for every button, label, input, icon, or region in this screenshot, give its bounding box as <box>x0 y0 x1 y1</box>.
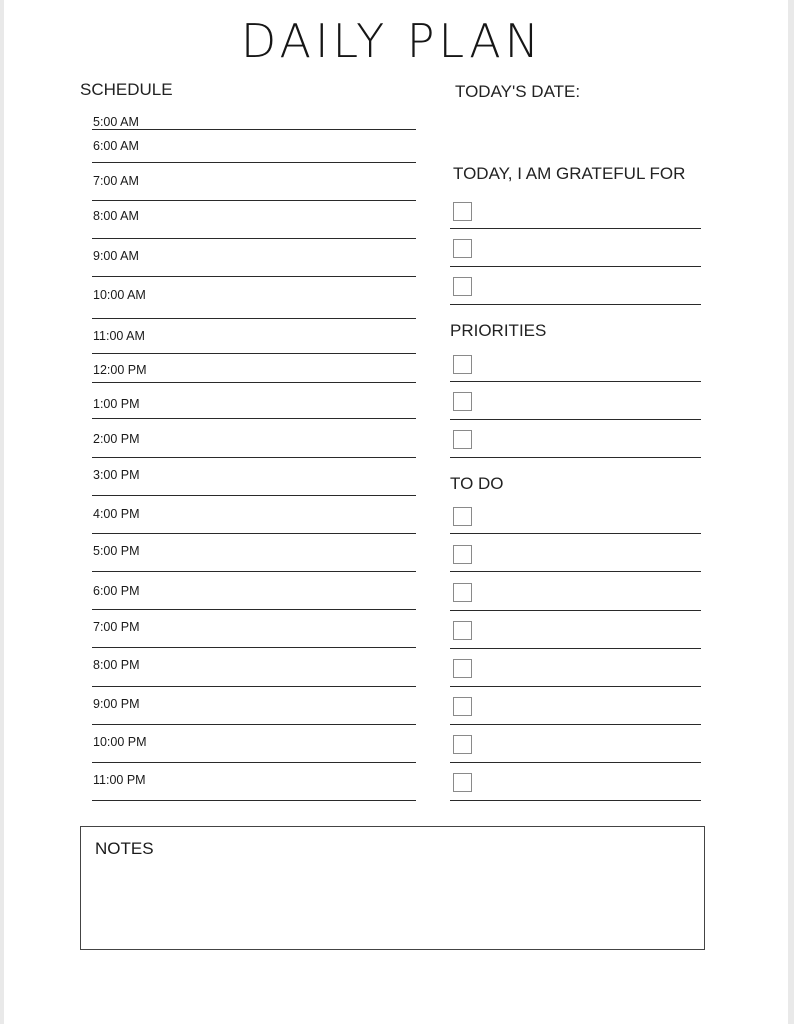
schedule-time-label: 6:00 AM <box>93 139 139 153</box>
schedule-entry-line[interactable] <box>92 495 416 496</box>
priorities-heading: PRIORITIES <box>450 321 547 340</box>
todo-checkbox[interactable] <box>453 583 472 602</box>
notes-box[interactable] <box>80 826 705 950</box>
schedule-time-label: 7:00 AM <box>93 174 139 188</box>
schedule-entry-line[interactable] <box>92 318 416 319</box>
schedule-time-label: 10:00 PM <box>93 735 147 749</box>
schedule-heading: SCHEDULE <box>80 80 173 99</box>
priorities-checkbox[interactable] <box>453 392 472 411</box>
schedule-entry-line[interactable] <box>92 609 416 610</box>
schedule-time-label: 11:00 AM <box>93 329 145 343</box>
grateful-entry-line[interactable] <box>450 266 701 267</box>
schedule-time-label: 7:00 PM <box>93 620 140 634</box>
todo-entry-line[interactable] <box>450 724 701 725</box>
todo-checkbox[interactable] <box>453 545 472 564</box>
schedule-entry-line[interactable] <box>92 353 416 354</box>
schedule-entry-line[interactable] <box>92 238 416 239</box>
todo-heading: TO DO <box>450 474 504 493</box>
todo-entry-line[interactable] <box>450 648 701 649</box>
priorities-checkbox[interactable] <box>453 355 472 374</box>
schedule-entry-line[interactable] <box>92 276 416 277</box>
grateful-entry-line[interactable] <box>450 228 701 229</box>
todo-entry-line[interactable] <box>450 610 701 611</box>
schedule-entry-line[interactable] <box>92 647 416 648</box>
schedule-time-label: 12:00 PM <box>93 363 147 377</box>
schedule-entry-line[interactable] <box>92 200 416 201</box>
todo-checkbox[interactable] <box>453 735 472 754</box>
schedule-entry-line[interactable] <box>92 457 416 458</box>
grateful-checkbox[interactable] <box>453 277 472 296</box>
grateful-checkbox[interactable] <box>453 239 472 258</box>
schedule-time-label: 9:00 PM <box>93 697 140 711</box>
schedule-time-label: 9:00 AM <box>93 249 139 263</box>
grateful-checkbox[interactable] <box>453 202 472 221</box>
schedule-entry-line[interactable] <box>92 800 416 801</box>
todo-entry-line[interactable] <box>450 800 701 801</box>
grateful-heading: TODAY, I AM GRATEFUL FOR <box>453 164 686 183</box>
todo-checkbox[interactable] <box>453 621 472 640</box>
schedule-entry-line[interactable] <box>92 571 416 572</box>
schedule-entry-line[interactable] <box>92 533 416 534</box>
priorities-entry-line[interactable] <box>450 381 701 382</box>
planner-page <box>4 0 788 1024</box>
schedule-entry-line[interactable] <box>92 762 416 763</box>
schedule-time-label: 5:00 PM <box>93 544 140 558</box>
priorities-checkbox[interactable] <box>453 430 472 449</box>
todo-entry-line[interactable] <box>450 686 701 687</box>
notes-label: NOTES <box>95 839 154 858</box>
todo-checkbox[interactable] <box>453 697 472 716</box>
todo-checkbox[interactable] <box>453 773 472 792</box>
priorities-entry-line[interactable] <box>450 419 701 420</box>
schedule-time-label: 5:00 AM <box>93 115 139 129</box>
schedule-time-label: 6:00 PM <box>93 584 140 598</box>
schedule-time-label: 3:00 PM <box>93 468 140 482</box>
schedule-entry-line[interactable] <box>92 724 416 725</box>
todays-date-label: TODAY'S DATE: <box>455 82 581 101</box>
page-title: DAILY PLAN <box>240 14 544 68</box>
todo-checkbox[interactable] <box>453 659 472 678</box>
schedule-entry-line[interactable] <box>92 418 416 419</box>
schedule-time-label: 10:00 AM <box>93 288 146 302</box>
priorities-entry-line[interactable] <box>450 457 701 458</box>
grateful-entry-line[interactable] <box>450 304 701 305</box>
schedule-time-label: 8:00 AM <box>93 209 139 223</box>
todo-entry-line[interactable] <box>450 571 701 572</box>
schedule-entry-line[interactable] <box>92 129 416 130</box>
schedule-time-label: 2:00 PM <box>93 432 140 446</box>
todo-entry-line[interactable] <box>450 762 701 763</box>
schedule-time-label: 8:00 PM <box>93 658 140 672</box>
schedule-time-label: 4:00 PM <box>93 507 140 521</box>
schedule-entry-line[interactable] <box>92 162 416 163</box>
schedule-entry-line[interactable] <box>92 686 416 687</box>
schedule-time-label: 11:00 PM <box>93 773 146 787</box>
schedule-entry-line[interactable] <box>92 382 416 383</box>
schedule-time-label: 1:00 PM <box>93 397 140 411</box>
todo-checkbox[interactable] <box>453 507 472 526</box>
todo-entry-line[interactable] <box>450 533 701 534</box>
